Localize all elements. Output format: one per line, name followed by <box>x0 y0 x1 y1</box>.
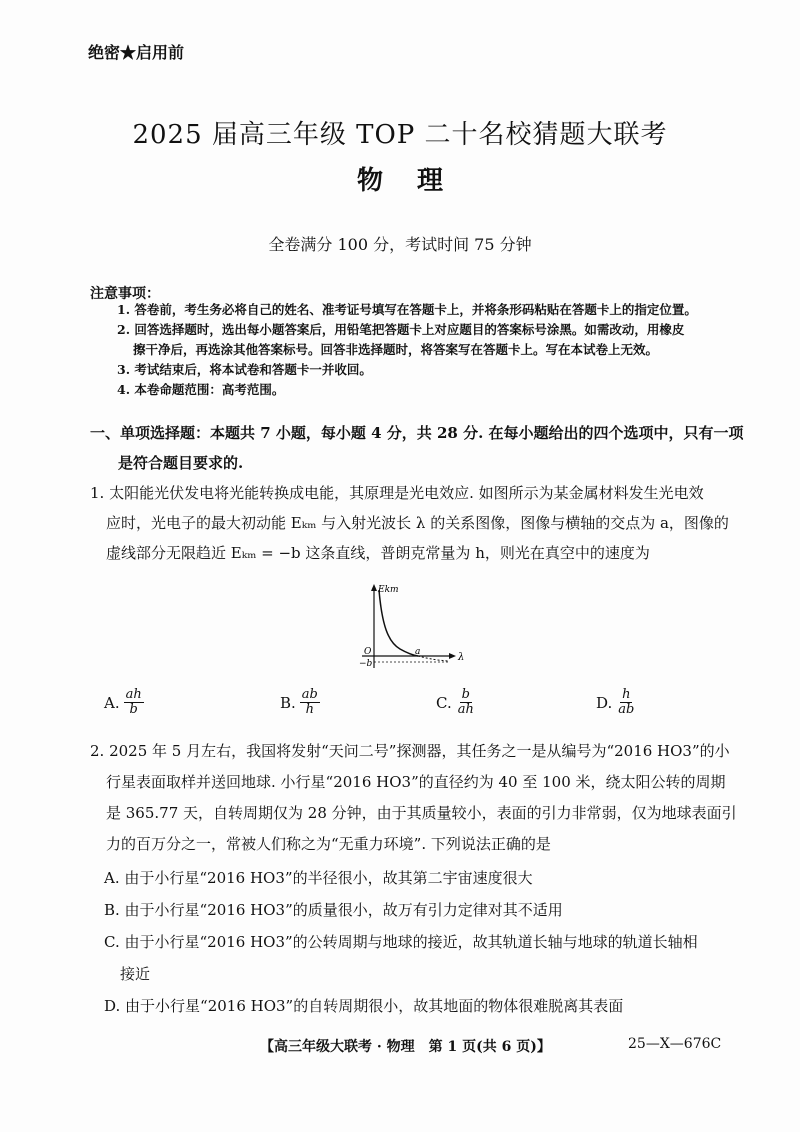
option-c[interactable]: C. 由于小行星“2016 HO3”的公转周期与地球的接近，故其轨道长轴与地球的轨道长轴相 <box>104 933 698 951</box>
option-letter: B. <box>280 693 296 712</box>
option-b[interactable] <box>280 688 320 717</box>
neg-b-label: −b <box>359 659 373 669</box>
denominator: ab <box>618 702 635 717</box>
option-letter: A. <box>104 693 120 712</box>
denominator: h <box>305 702 315 717</box>
note-item: 3. 考试结束后，将本试卷和答题卡一并收回。 <box>117 362 372 377</box>
y-axis-arrow <box>371 584 377 591</box>
section-line: 是符合题目要求的. <box>118 454 244 472</box>
notes-heading: 注意事项： <box>90 286 160 302</box>
y-axis-label: Ekm <box>378 585 399 595</box>
numerator: h <box>622 687 631 702</box>
numerator: ab <box>301 687 318 702</box>
confidential-mark: 绝密★启用前 <box>88 43 185 62</box>
option-fraction <box>616 688 636 717</box>
exam-info: 全卷满分 100 分，考试时间 75 分钟 <box>268 235 532 254</box>
numerator: b <box>461 687 470 702</box>
option-c-continued: 接近 <box>120 965 151 983</box>
curve-solid <box>379 590 421 657</box>
option-c[interactable] <box>436 688 476 717</box>
footer-page-info: 【高三年级大联考 · 物理 第 1 页(共 6 页)】 <box>260 1039 551 1055</box>
question-line: 行星表面取样并送回地球. 小行星“2016 HO3”的直径约为 40 至 100 米，绕太阳公转的周期 <box>106 773 726 791</box>
section-line: 一、单项选择题：本题共 7 小题，每小题 4 分，共 28 分. 在每小题给出的四个选项中，只有一项 <box>90 424 744 442</box>
origin-label: O <box>364 647 372 657</box>
note-item: 2. 回答选择题时，选出每小题答案后，用铅笔把答题卡上对应题目的答案标号涂黑。如需改动，用橡皮 <box>117 322 685 337</box>
option-letter: C. <box>436 693 452 712</box>
question-1-options <box>104 688 704 728</box>
note-item: 1. 答卷前，考生务必将自己的姓名、准考证号填写在答题卡上，并将条形码粘贴在答题卡上的指定位置。 <box>117 302 697 317</box>
denominator: ah <box>457 702 474 717</box>
question-line: 力的百万分之一，常被人们称之为“无重力环境”. 下列说法正确的是 <box>106 835 551 853</box>
question-line: 是 365.77 天，自转周期仅为 28 分钟，由于其质量较小，表面的引力非常弱，仅为地球表面引 <box>106 804 737 822</box>
note-item-continued: 擦干净后，再选涂其他答案标号。回答非选择题时，将答案写在答题卡上。写在本试卷上无效。 <box>133 342 659 357</box>
x-axis-label: λ <box>458 652 465 663</box>
question-line: 虚线部分无限趋近 Eₖₘ = −b 这条直线，普朗克常量为 h，则光在真空中的速度为 <box>106 544 650 562</box>
option-a[interactable] <box>104 688 144 717</box>
intercept-label: a <box>415 647 421 657</box>
note-item: 4. 本卷命题范围：高考范围。 <box>117 382 285 397</box>
denominator: b <box>129 702 138 717</box>
option-fraction <box>124 688 144 717</box>
numerator: ah <box>125 687 142 702</box>
subject-title: 物理 <box>356 166 477 196</box>
exam-title: 2025 届高三年级 TOP 二十名校猜题大联考 <box>132 120 668 150</box>
option-d[interactable] <box>596 688 636 717</box>
option-fraction <box>456 688 476 717</box>
option-a[interactable]: A. 由于小行星“2016 HO3”的半径很小，故其第二宇宙速度很大 <box>104 869 533 887</box>
question-line: 1. 太阳能光伏发电将光能转换成电能，其原理是光电效应. 如图所示为某金属材料发生光电效 <box>90 484 704 502</box>
option-d[interactable]: D. 由于小行星“2016 HO3”的自转周期很小，故其地面的物体很难脱离其表面 <box>104 997 624 1015</box>
option-b[interactable]: B. 由于小行星“2016 HO3”的质量很小，故万有引力定律对其不适用 <box>104 901 563 919</box>
footer-code: 25—X—676C <box>628 1036 722 1052</box>
question-2-stem <box>90 736 737 860</box>
x-axis-arrow <box>449 653 456 659</box>
question-2-options <box>104 862 744 1022</box>
notes-list <box>117 300 757 400</box>
question-line: 2. 2025 年 5 月左右，我国将发射“天问二号”探测器，其任务之一是从编号为“2016 HO3”的小 <box>90 742 730 760</box>
option-fraction <box>300 688 320 717</box>
question-1-stem <box>90 478 730 568</box>
curve-dashed <box>418 656 448 661</box>
question-line: 应时，光电子的最大初动能 Eₖₘ 与入射光波长 λ 的关系图像，图像与横轴的交点为 a，图像的 <box>106 514 729 532</box>
photoelectric-graph <box>352 580 472 675</box>
option-letter: D. <box>596 693 613 712</box>
section-heading <box>90 418 744 478</box>
